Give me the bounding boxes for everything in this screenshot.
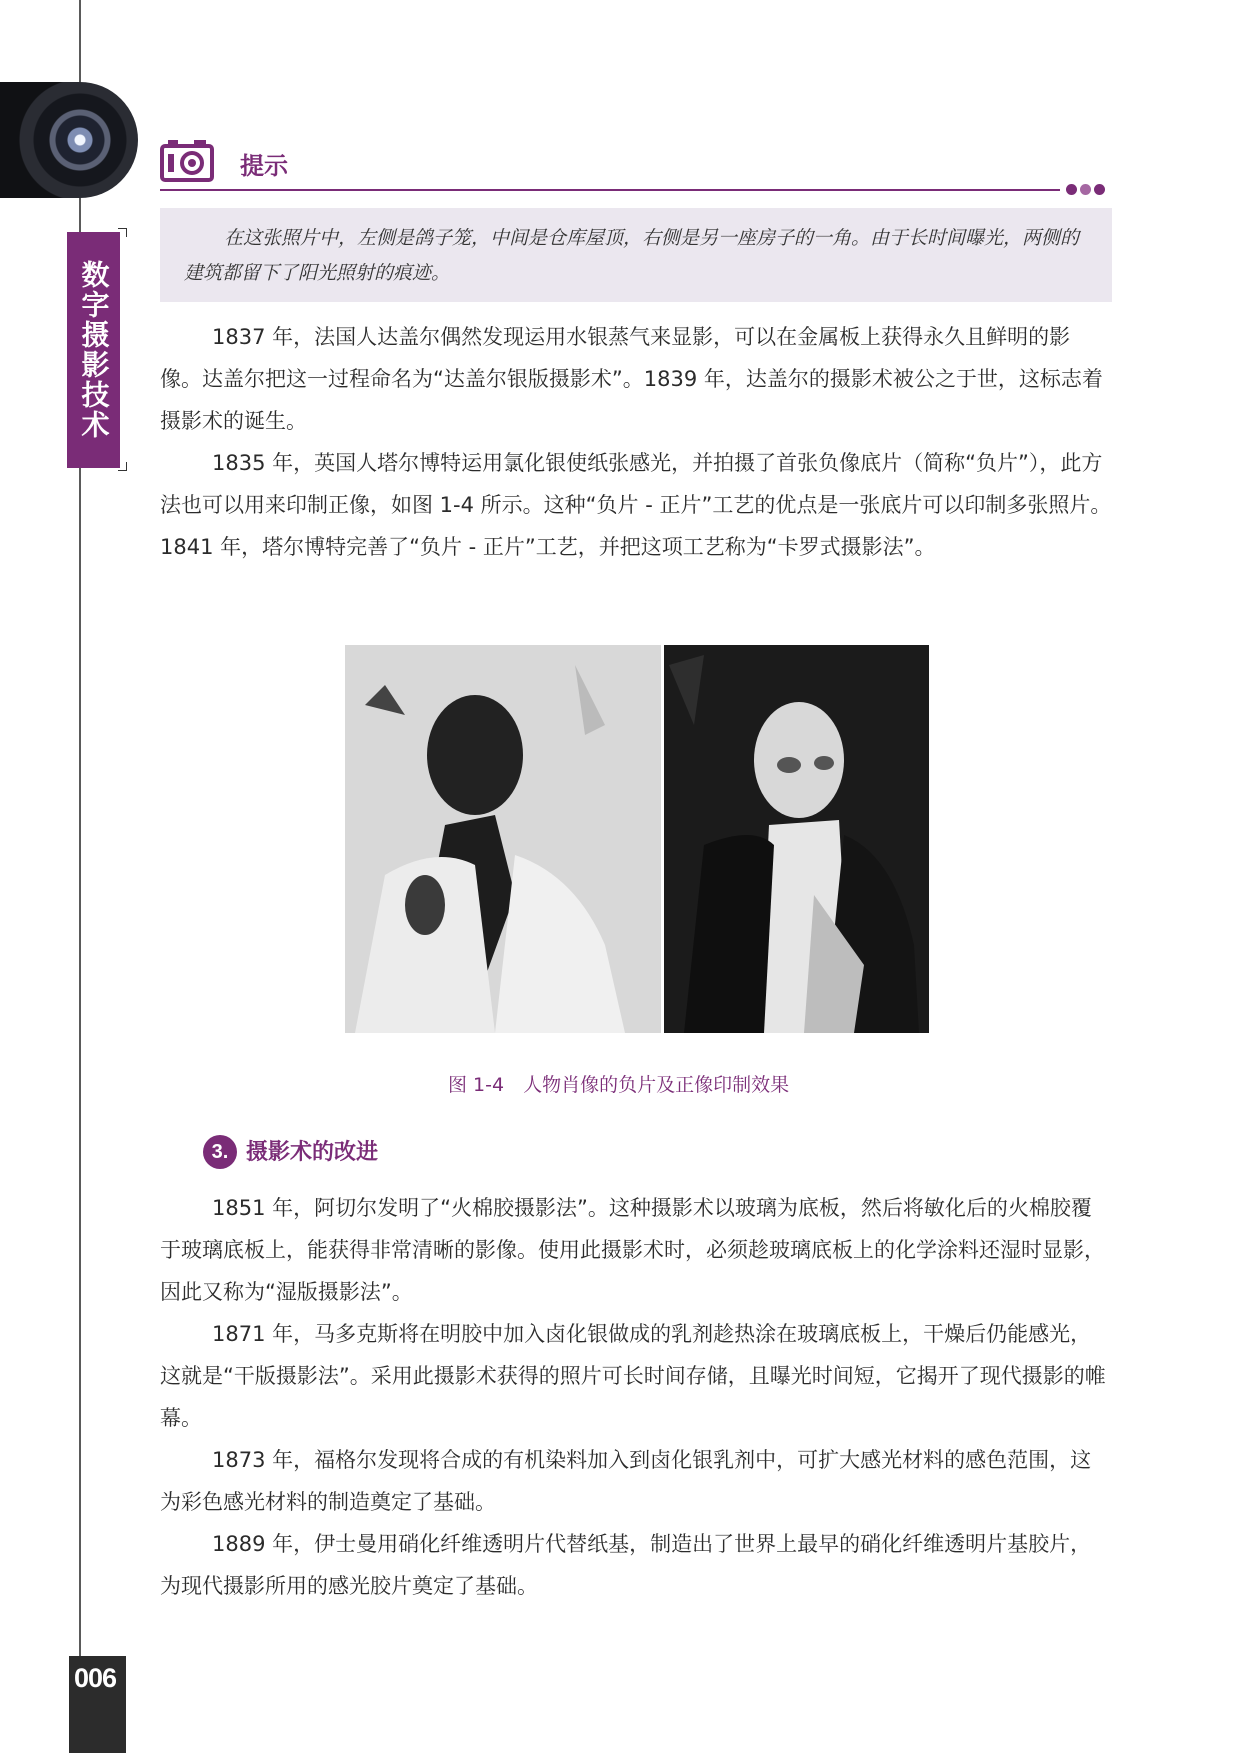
figure-caption: 图 1-4 人物肖像的负片及正像印制效果 [448, 1074, 790, 1096]
section-number-badge: 3. [203, 1135, 237, 1169]
section-title: 摄影术的改进 [246, 1140, 379, 1165]
paragraph: 1835 年，英国人塔尔博特运用氯化银使纸张感光，并拍摄了首张负像底片（简称“负片”），此方法也可以用来印制正像，如图 1-4 所示。这种“负片 - 正片”工艺的优点是一张底片可以印制多张照片。1841 年，塔尔博特完善了“负片 - 正片”工艺，并把这项工艺称为“卡罗式摄影法”。 [160, 451, 1112, 559]
paragraph: 1873 年，福格尔发现将合成的有机染料加入到卤化银乳剂中，可扩大感光材料的感色范围，这为彩色感光材料的制造奠定了基础。 [160, 1448, 1092, 1514]
positive-portrait-image [664, 645, 929, 1033]
decorative-dot [1094, 184, 1105, 195]
body-text-bottom [160, 1187, 1112, 1607]
chapter-side-tab: 数字摄影技术 [67, 232, 120, 468]
tip-header [160, 138, 1115, 184]
body-text-top [160, 316, 1112, 568]
negative-portrait-image [345, 645, 661, 1033]
camera-lens-photo [0, 82, 138, 198]
paragraph: 1871 年，马多克斯将在明胶中加入卤化银做成的乳剂趁热涂在玻璃底板上，干燥后仍能感光，这就是“干版摄影法”。采用此摄影术获得的照片可长时间存储，且曝光时间短，它揭开了现代摄影的帷幕。 [160, 1322, 1106, 1430]
paragraph: 1837 年，法国人达盖尔偶然发现运用水银蒸气来显影，可以在金属板上获得永久且鲜明的影像。达盖尔把这一过程命名为“达盖尔银版摄影术”。1839 年，达盖尔的摄影术被公之于世，这标志着摄影术的诞生。 [160, 325, 1103, 433]
page-number: 006 [74, 1663, 117, 1693]
tab-corner-mark [118, 228, 127, 237]
decorative-dot [1066, 184, 1077, 195]
tip-title: 提示 [240, 151, 288, 180]
camera-icon [160, 138, 214, 182]
tab-corner-mark [118, 462, 127, 471]
paragraph: 1889 年，伊士曼用硝化纤维透明片代替纸基，制造出了世界上最早的硝化纤维透明片基胶片，为现代摄影所用的感光胶片奠定了基础。 [160, 1532, 1092, 1598]
decorative-dot [1080, 184, 1091, 195]
paragraph: 1851 年，阿切尔发明了“火棉胶摄影法”。这种摄影术以玻璃为底板，然后将敏化后的火棉胶覆于玻璃底板上，能获得非常清晰的影像。使用此摄影术时，必须趁玻璃底板上的化学涂料还湿时显影，因此又称为“湿版摄影法”。 [160, 1196, 1105, 1304]
tip-box: 在这张照片中，左侧是鸽子笼，中间是仓库屋顶，右侧是另一座房子的一角。由于长时间曝光，两侧的建筑都留下了阳光照射的痕迹。 [160, 208, 1112, 302]
tip-divider [160, 189, 1060, 191]
